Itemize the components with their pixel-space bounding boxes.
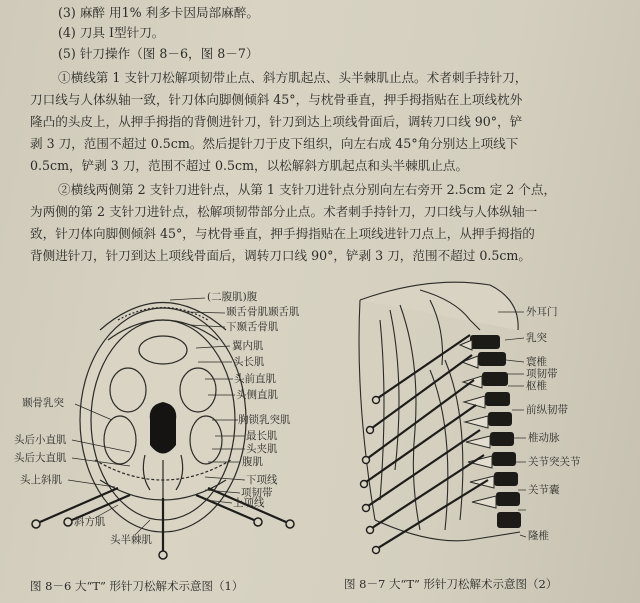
paragraph-1-line: 刀口线与人体纵轴一致，针刀体向脚侧倾斜 45°，与枕骨垂直，押手拇指贴在上项线枕外	[30, 92, 523, 107]
fig2-label: 椎动脉	[528, 432, 560, 444]
fig1-label: 颞骨乳突	[22, 397, 64, 409]
item-anesthesia: (3) 麻醉 用1% 利多卡因局部麻醉。	[58, 5, 259, 20]
fig1-label: 下项线	[246, 474, 278, 486]
paragraph-2-line: 致，针刀体向脚侧倾斜 45°，与枕骨垂直，押手拇指贴在上项线进针刀点上，从押手拇指的	[30, 226, 535, 241]
fig1-label: 头上斜肌	[20, 474, 62, 486]
paragraph-2-line: 背侧进针刀，针刀到达上项线骨面后，调转刀口线 90°，铲剥 3 刀，范围不超过 0.5cm。	[30, 248, 531, 263]
fig2-label: 外耳门	[526, 306, 558, 318]
paragraph-1-line: 0.5cm，铲剥 3 刀，范围不超过 0.5cm，以松解斜方肌起点和头半棘肌止点。	[30, 158, 469, 173]
fig1-label: 上项线	[233, 497, 265, 509]
figure-8-7-caption: 图 8－7 大“T” 形针刀松解术示意图（2）	[344, 577, 558, 591]
fig2-label: 项韧带	[526, 368, 558, 380]
fig1-label: 头长肌	[233, 356, 265, 368]
fig1-label: 头半棘肌	[110, 534, 152, 546]
fig1-label: 下颞舌骨肌	[226, 321, 279, 333]
paragraph-1-line: ①横线第 1 支针刀松解项韧带止点、斜方肌起点、头半棘肌止点。术者刺手持针刀，	[58, 70, 528, 85]
fig1-label: 头前直肌	[234, 373, 276, 385]
fig2-label: 前纵韧带	[526, 404, 568, 416]
fig2-label: 关节突关节	[528, 456, 581, 468]
fig1-label: 最长肌	[246, 430, 278, 442]
fig1-label: 胸锁乳突肌	[238, 414, 291, 426]
fig1-label: (二腹肌)腹	[207, 291, 258, 303]
figure-8-6-caption: 图 8－6 大“T” 形针刀松解术示意图（1）	[30, 579, 244, 593]
fig1-label: 头侧直肌	[236, 389, 278, 401]
fig2-label: 乳突	[526, 332, 547, 344]
fig1-label: 颞舌骨肌颞舌肌	[226, 306, 300, 318]
fig1-label: 头后大直肌	[14, 452, 67, 464]
fig2-label: 枢椎	[526, 380, 547, 392]
fig1-label: 腹肌	[242, 456, 263, 468]
item-procedure-heading: (5) 针刀操作（图 8－6，图 8－7）	[58, 46, 259, 61]
item-tool: (4) 刀具 Ⅰ型针刀。	[58, 25, 165, 40]
fig1-label: 头后小直肌	[14, 434, 67, 446]
paragraph-1-line: 隆凸的头皮上，从押手拇指的背侧进针刀，针刀到达上项线骨面后，调转刀口线 90°，铲	[30, 114, 523, 129]
fig1-label: 翼内肌	[232, 340, 264, 352]
paragraph-2-line: ②横线两侧第 2 支针刀进针点，从第 1 支针刀进针点分别向左右旁开 2.5cm 定 2 个点，	[58, 182, 557, 197]
fig1-label: 项韧带	[241, 487, 273, 499]
paragraph-1-line: 剥 3 刀，范围不超过 0.5cm。然后提针刀于皮下组织，向左右成 45°角分别达上项线下	[30, 136, 519, 151]
foramen-magnum-shape	[150, 402, 176, 454]
fig2-label: 关节囊	[528, 484, 560, 496]
paragraph-2-line: 为两侧的第 2 支针刀进针点，松解项韧带部分止点。术者刺手持针刀，刀口线与人体纵轴一	[30, 204, 538, 219]
fig1-label: 斜方肌	[74, 516, 106, 528]
fig2-label: 隆椎	[528, 530, 549, 542]
fig2-label: 寰椎	[526, 356, 547, 368]
fig1-label: 头夹肌	[246, 443, 278, 455]
